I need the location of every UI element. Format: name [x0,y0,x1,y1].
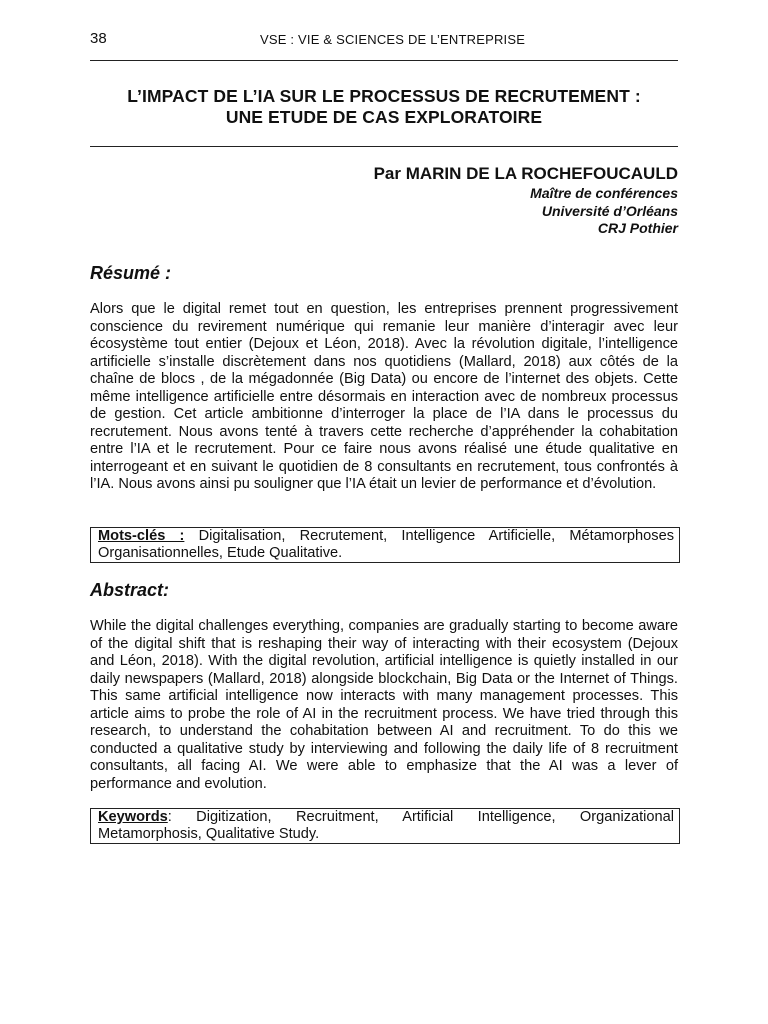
resume-heading: Résumé : [90,263,172,283]
author-role: Maître de conférences [530,185,678,201]
page-number: 38 [90,30,107,47]
mots-cles-text: Digitalisation, Recrutement, Intelligence Artificielle, Métamorphoses Organisationnelles, Etude Qualitative. [98,528,674,561]
article-title [90,86,678,147]
mots-cles-box [90,527,680,563]
mots-cles-label: Mots-clés : [98,528,185,544]
author-university: Université d’Orléans [541,202,678,219]
author-lab: CRJ Pothier [597,220,678,236]
abstract-heading: Abstract: [90,580,170,600]
keywords-label: Keywords [98,809,168,825]
keywords-text: : Digitization, Recruitment, Artificial Intelligence, Organizational Metamorphosis, Qualitative Study. [98,809,674,842]
keywords-box [90,808,680,844]
journal-title: VSE : VIE & SCIENCES DE L’ENTREPRISE [260,32,526,47]
abstract-paragraph: While the digital challenges everything, companies are gradually starting to become aware of the digital shift that is reshaping their way of interacting with their ecosystem (Dejoux and Léon, 2018). With the digital revolution, artificial intelligence is quietly installed in our daily newspapers (Mallard, 2018) alongside blockchain, Big Data or the Internet of Things. This same artificial intelligence now interacts with many management processes. This article aims to probe the role of AI in the recruitment process. We have tried through this research, to understand the cohabitation between AI and recruitment. To do this we conducted a qualitative study by interviewing and following the daily life of 8 recruitment consultants, all facing AI. We were able to emphasize that the AI was a lever of performance and evolution. [90,618,678,792]
resume-paragraph: Alors que le digital remet tout en question, les entreprises prennent progressivement conscience du revirement numérique qui remanie leur manière d’interagir avec leur écosystème tout entier (Dejoux et Léon, 2018). Avec la révolution digitale, l’intelligence artificielle s’installe discrètement dans nos quotidiens (Mallard, 2018) aux côtés de la chaîne de blocs , de la mégadonnée (Big Data) ou encore de l’internet des objets. Cette même intelligence artificielle entre désormais en interaction avec de nombreux processus de gestion. Cet article ambitionne d’interroger la place de l’IA dans le processus du recrutement. Nous avons tenté à travers cette recherche d’appréhender la cohabitation entre l’IA et le recrutement. Pour ce faire nous avons réalisé une étude qualitative en interrogeant et en suivant le quotidien de 8 consultants en recrutement, tous confrontés à l’IA. Nous avons ainsi pu souligner que l’IA était un levier de performance et d’évolution. [90,301,678,492]
title-line-1: L’IMPACT DE L’IA SUR LE PROCESSUS DE RECRUTEMENT : [127,86,641,106]
title-line-2: UNE ETUDE DE CAS EXPLORATOIRE [225,107,543,127]
author-block [374,163,678,238]
author-name: Par MARIN DE LA ROCHEFOUCAULD [373,164,678,183]
running-header [90,30,678,61]
